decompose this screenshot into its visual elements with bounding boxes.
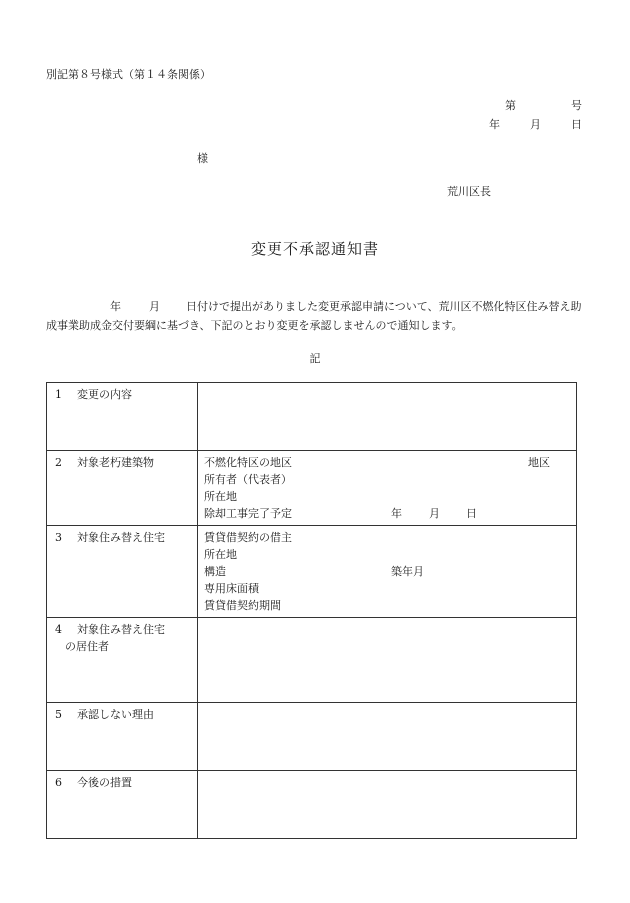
demolition-label: 除却工事完了予定	[204, 507, 292, 520]
demolition-day: 日	[466, 507, 477, 520]
built-label: 築年月	[391, 565, 424, 578]
document-title: 変更不承認通知書	[250, 240, 379, 258]
table-row	[47, 771, 577, 839]
document-number	[505, 97, 582, 113]
doc-no-suffix: 号	[571, 99, 582, 112]
body-text: 日付けで提出がありました変更承認申請について、荒川区不燃化特区住み替え助成事業助成金交付要綱に基づき、下記のとおり変更を承認しませんので通知します。	[46, 300, 582, 332]
address-label: 所在地	[204, 490, 237, 503]
doc-no-prefix: 第	[505, 99, 516, 112]
row-label: 5 承認しない理由	[47, 703, 198, 771]
district-suffix: 地区	[528, 456, 550, 469]
relocation-housing-cell	[198, 526, 577, 618]
address-label: 所在地	[204, 548, 237, 561]
table-row	[47, 703, 577, 771]
detail-table	[46, 382, 577, 839]
reason-cell	[198, 703, 577, 771]
floor-area-label: 専用床面積	[204, 582, 259, 595]
district-label: 不燃化特区の地区	[204, 456, 292, 469]
future-measures-cell	[198, 771, 577, 839]
table-row	[47, 451, 577, 526]
demolition-month: 月	[429, 507, 440, 520]
ki-marker: 記	[309, 352, 321, 365]
row-label: 3 対象住み替え住宅	[47, 526, 198, 618]
old-building-cell	[198, 451, 577, 526]
notice-body	[46, 297, 586, 335]
table-row	[47, 618, 577, 703]
recipient: 様	[197, 152, 208, 165]
date-month: 月	[530, 118, 541, 131]
row-label: 6 今後の措置	[47, 771, 198, 839]
row-label: 2 対象老朽建築物	[47, 451, 198, 526]
demolition-year: 年	[391, 507, 402, 520]
date-year: 年	[489, 118, 500, 131]
body-year: 年	[110, 300, 121, 313]
lessee-label: 賃貸借契約の借主	[204, 531, 292, 544]
change-content-cell	[198, 383, 577, 451]
issuer: 荒川区長	[447, 185, 491, 198]
date-day: 日	[571, 118, 582, 131]
issue-date	[489, 116, 582, 132]
form-label: 別記第８号様式（第１４条関係）	[46, 68, 211, 81]
resident-cell	[198, 618, 577, 703]
lease-period-label: 賃貸借契約期間	[204, 599, 281, 612]
structure-label: 構造	[204, 565, 226, 578]
table-row	[47, 383, 577, 451]
table-row	[47, 526, 577, 618]
row-label: 1 変更の内容	[47, 383, 198, 451]
row-label: 4 対象住み替え住宅 の居住者	[47, 618, 198, 703]
body-month: 月	[149, 300, 160, 313]
owner-label: 所有者（代表者）	[204, 473, 292, 486]
